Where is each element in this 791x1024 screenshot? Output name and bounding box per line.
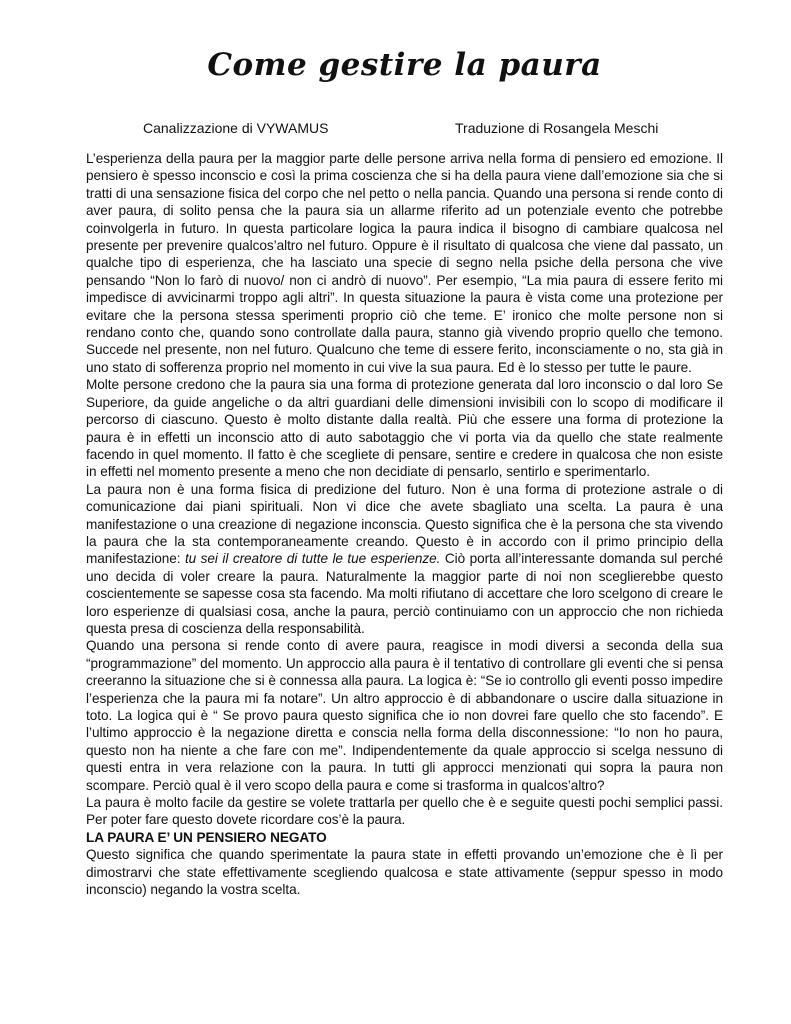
channeling-credit: Canalizzazione di VYWAMUS [143,120,329,136]
section-heading: LA PAURA E’ UN PENSIERO NEGATO [86,829,327,845]
paragraph-5: La paura è molto facile da gestire se volete trattarla per quello che è e seguite questi pochi semplici passi. Per poter fare questo dovete ricordare cos’è la paura. [86,795,723,828]
paragraph-3-part-2: Ciò porta all’interessante domanda sul perché uno decida di voler creare la paura. Naturalmente la maggior parte di noi non sceglierebbe questo coscientemente se sapesse cosa sta facendo. Ma molti rifiutano di accettare che loro scelgono di creare le loro esperienze di qualsiasi cosa, anche la paura, perciò continuiamo con un approccio che non richieda questa presa di coscienza della responsabilità. [86,551,724,636]
credits-line [86,118,723,138]
paragraph-6: Questo significa che quando sperimentate la paura state in effetti provando un’emozione che è lì per dimostrarvi che state effettivamente scegliendo qualcosa e state attivamente (seppur spesso in modo inconscio) negando la vostra scelta. [86,847,723,898]
document-body [86,150,723,898]
paragraph-3 [86,481,723,638]
paragraph-3-part-1: La paura non è una forma fisica di predizione del futuro. Non è una forma di protezione astrale o di comunicazione dai piani spirituali. Non vi dice che avete sbagliato una scelta. La paura è una manifestazione o una creazione di negazione inconscia. Questo significa che è la persona che sta vivendo la paura che la sta contemporaneamente creando. Questo è in accordo con il primo principio della manifestazione: [86,481,723,567]
paragraph-1: L’esperienza della paura per la maggior parte delle persone arriva nella forma di pensiero ed emozione. Il pensiero è spesso inconscio e così la prima coscienza che si ha della paura viene dall’emozione sia che si tratti di una sensazione fisica del corpo che nel petto o nella pancia. Quando una persona si rende conto di aver paura, di solito pensa che la paura sia un allarme riferito ad un potenziale evento che potrebbe coinvolgerla in futuro. In questa particolare logica la paura indica il bisogno di cambiare qualcosa nel presente per prevenire qualcos’altro nel futuro. Oppure è il risultato di qualcosa che viene dal passato, un qualche tipo di esperienza, che ha lasciato una specie di segno nella psiche della persona che vive pensando “Non lo farò di nuovo/ non ci andrò di nuovo”. Per esempio, “La mia paura di essere ferito mi impedisce di avvicinarmi troppo agli altri”. In questa situazione la paura è vista come una protezione per evitare che la persona stessa sperimenti proprio ciò che teme. E’ ironico che molte persone non si rendano conto che, quando sono controllate dalla paura, stanno già vivendo proprio quello che temono. Succede nel presente, non nel futuro. Qualcuno che teme di essere ferito, inconsciamente o no, sta già in uno stato di sofferenza proprio nel momento in cui vive la sua paura. Ed è lo stesso per tutte le paure. [86,151,723,375]
document-title: Come gestire la paura [207,47,602,83]
paragraph-3-italic: tu sei il creatore di tutte le tue esperienze. [184,551,441,567]
paragraph-2: Molte persone credono che la paura sia una forma di protezione generata dal loro inconscio o dal loro Se Superiore, da guide angeliche o da altri guardiani delle dimensioni invisibili con lo scopo di modificare il percorso di ciascuno. Questo è molto distante dalla realtà. Più che essere una forma di protezione la paura è in effetti un inconscio atto di auto sabotaggio che vi porta via da quello che state realmente facendo in quel momento. Il fatto è che scegliete di pensare, sentire e credere in qualcosa che non esiste in effetti nel momento presente a meno che non decidiate di pensarlo, sentirlo e sperimentarlo. [86,377,723,480]
document-page [86,42,723,898]
translation-credit: Traduzione di Rosangela Meschi [455,120,659,136]
paragraph-4: Quando una persona si rende conto di avere paura, reagisce in modi diversi a seconda della sua “programmazione” del momento. Un approccio alla paura è il tentativo di controllare gli eventi che si pensa creeranno la situazione che si è connessa alla paura. La logica è: “Se io controllo gli eventi posso impedire l’esperienza che la paura mi fa notare”. Un altro approccio è di abbandonare o uscire dalla situazione in toto. La logica qui è “ Se provo paura questo significa che io non dovrei fare quello che sto facendo”. E l’ultimo approccio è la negazione diretta e conscia nella forma della disconnessione: “Io non ho paura, questo non ha niente a che fare con me”. Indipendentemente da quale approccio si scelga nessuno di questi entra in vera relazione con la paura. In tutti gli approcci menzionati qui sopra la paura non scompare. Perciò qual è il vero scopo della paura e come si trasforma in qualcos’altro? [86,638,723,793]
